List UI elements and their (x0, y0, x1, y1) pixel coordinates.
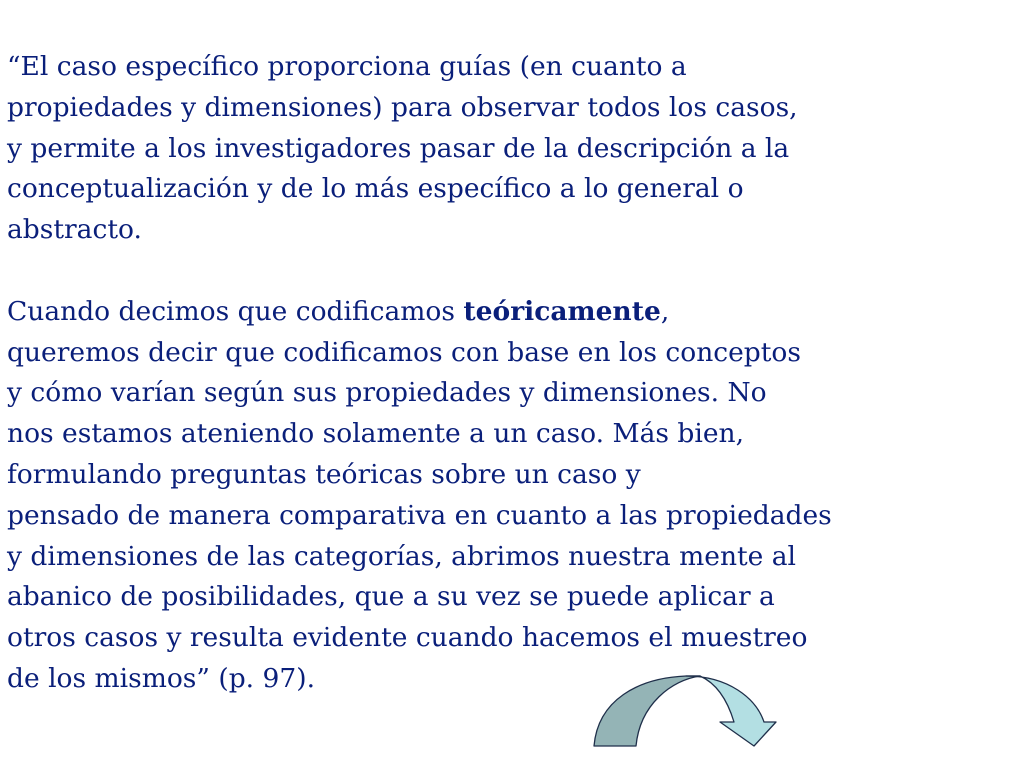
curved-arrow-right-half (686, 676, 776, 746)
text-line: conceptualización y de lo más específico a lo general o (7, 173, 744, 205)
text-line: y permite a los investigadores pasar de la descripción a la (7, 132, 790, 164)
paragraph-spacer (7, 251, 1024, 292)
curved-arrow-left-half (594, 676, 700, 746)
text-line: otros casos y resulta evidente cuando hacemos el muestreo (7, 622, 808, 654)
text-run: Cuando decimos que codificamos (7, 295, 464, 327)
text-line: pensado de manera comparativa en cuanto a las propiedades (7, 499, 832, 531)
text-line: queremos decir que codificamos con base en los conceptos (7, 336, 801, 368)
text-line: y dimensiones de las categorías, abrimos nuestra mente al (7, 540, 797, 572)
slide-text (7, 47, 1024, 700)
paragraph-2 (7, 292, 1024, 700)
curved-arrow-icon (588, 670, 820, 760)
text-line: “El caso específico proporciona guías (en cuanto a (7, 51, 687, 82)
text-line: abanico de posibilidades, que a su vez se puede aplicar a (7, 581, 775, 613)
text-line: de los mismos” (p. 97). (7, 662, 316, 694)
paragraph-1 (7, 47, 1024, 251)
text-line: formulando preguntas teóricas sobre un caso y (7, 458, 641, 490)
text-line: propiedades y dimensiones) para observar todos los casos, (7, 91, 798, 123)
text-run: , (660, 295, 670, 327)
text-line (7, 292, 1024, 333)
text-line: y cómo varían según sus propiedades y dimensiones. No (7, 377, 767, 409)
text-line: nos estamos ateniendo solamente a un caso. Más bien, (7, 418, 745, 450)
text-line: abstracto. (7, 214, 142, 246)
emphasized-term: teóricamente (463, 295, 661, 327)
